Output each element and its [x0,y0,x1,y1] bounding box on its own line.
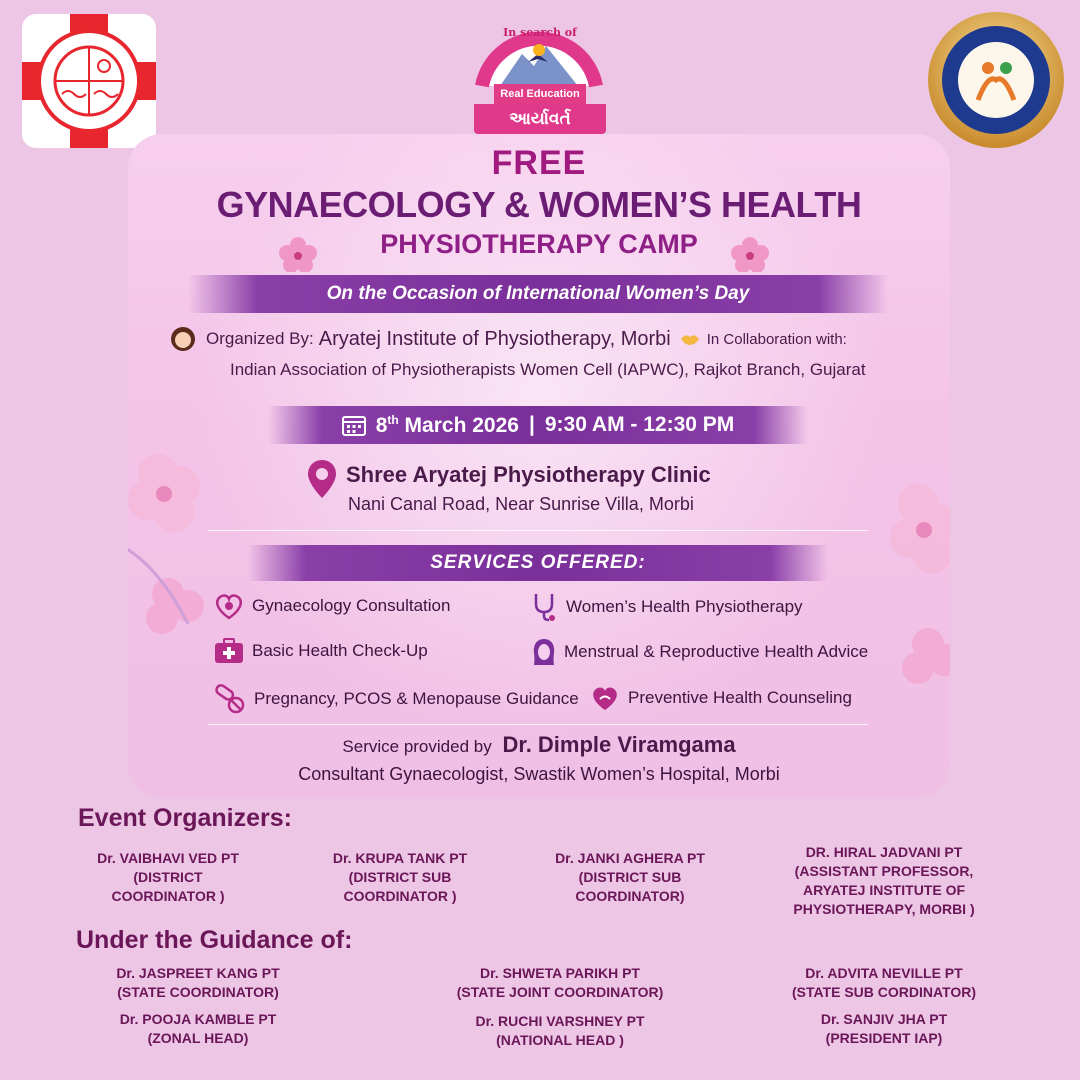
calendar-icon [342,414,366,436]
guidance-entry: Dr. SANJIV JHA PT (PRESIDENT IAP) [820,1011,948,1046]
occasion-text: On the Occasion of International Women’s Day [326,283,750,304]
service-item: Women’s Health Physiotherapy [532,592,803,622]
aryatej-logo [472,2,606,132]
pills-icon [214,684,246,714]
organizer-name: Aryatej Institute of Physiotherapy, Morbi [318,327,671,350]
poster-subtitle: PHYSIOTHERAPY CAMP [380,229,698,259]
service-item: Gynaecology Consultation [214,592,450,620]
poster-title: GYNAECOLOGY & WOMEN’S HEALTH [216,184,862,225]
medical-kit-icon [214,638,244,664]
event-organizers-heading: Event Organizers: [78,804,292,832]
guidance-entry: Dr. JASPREET KANG PT (STATE COORDINATOR) [116,965,280,1000]
handshake-icon [679,331,701,347]
occasion-ribbon [188,275,888,313]
service-item: Basic Health Check-Up [214,638,428,664]
heart-hands-icon [590,684,620,712]
location-pin-icon [308,460,336,498]
aryatej-script: આર્યાવર્ત [474,104,606,134]
date-ribbon [268,406,808,444]
service-provider-line [128,732,950,758]
guidance-entry: Dr. SHWETA PARIKH PT (STATE JOINT COORDINATOR) [456,965,664,1000]
organizer-line [170,326,930,352]
poster-card [128,134,950,798]
event-time: 9:30 AM - 12:30 PM [544,413,735,436]
collaborator-name: Indian Association of Physiotherapists Women Cell (IAPWC), Rajkot Branch, Gujarat [230,360,866,379]
service-item: Pregnancy, PCOS & Menopause Guidance [214,684,579,714]
event-date: 8th March 2026 [375,412,519,437]
woman-avatar-icon [170,326,196,352]
collaboration-label: In Collaboration with: [706,330,847,348]
divider [208,724,868,725]
aryatej-tagline: In search of [503,26,577,39]
stethoscope-icon [532,592,558,622]
services-ribbon [248,545,828,581]
service-item: Preventive Health Counseling [590,684,852,712]
women-cell-emblem-icon [926,10,1066,150]
iapwc-logo [926,10,1066,150]
organizer-entry: Dr. KRUPA TANK PT (DISTRICT SUB COORDINATOR ) [332,850,468,904]
provider-role: Consultant Gynaecologist, Swastik Women’s Hospital, Morbi [298,764,780,784]
date-separator: | [528,413,535,436]
woman-head-icon [532,638,556,666]
guidance-entry: Dr. ADVITA NEVILLE PT (STATE SUB CORDINATOR) [791,965,977,1000]
guidance-entry: Dr. RUCHI VARSHNEY PT (NATIONAL HEAD ) [475,1013,645,1048]
free-label: FREE [491,144,587,182]
aryatej-band: Real Education [494,84,586,104]
organizer-entry: Dr. VAIBHAVI VED PT (DISTRICT COORDINATOR ) [97,850,239,904]
provider-name: Dr. Dimple Viramgama [502,732,736,757]
iap-logo [22,14,156,148]
flower-left-icon [128,434,228,654]
iap-emblem-icon [22,14,156,148]
heart-stethoscope-icon [214,592,244,620]
organized-by-label: Organized By: [206,329,314,348]
organizer-entry: DR. HIRAL JADVANI PT (ASSISTANT PROFESSOR, ARYATEJ INSTITUTE OF PHYSIOTHERAPY, MORBI ) [793,844,975,917]
organizer-entry: Dr. JANKI AGHERA PT (DISTRICT SUB COORDINATOR) [555,850,705,904]
service-item: Menstrual & Reproductive Health Advice [532,638,868,666]
venue-name: Shree Aryatej Physiotherapy Clinic [346,462,711,487]
provided-by-label: Service provided by [342,737,492,756]
venue-address: Nani Canal Road, Near Sunrise Villa, Morbi [348,494,694,514]
guidance-heading: Under the Guidance of: [76,926,353,954]
guidance-entry: Dr. POOJA KAMBLE PT (ZONAL HEAD) [119,1011,277,1046]
services-title: SERVICES OFFERED: [430,552,646,573]
divider [208,530,868,531]
